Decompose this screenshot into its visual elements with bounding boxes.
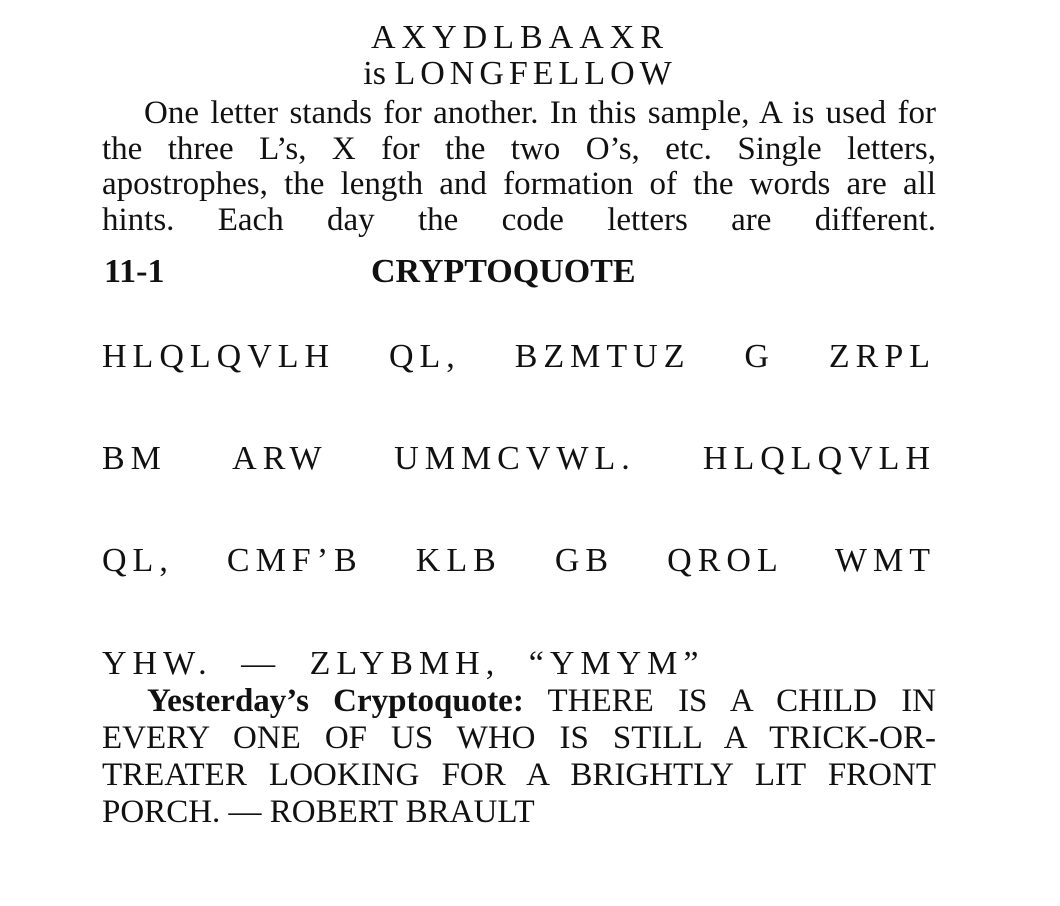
cipher-line-1: HLQLQVLH QL, BZMTUZ G ZRPL [102,338,936,375]
cipher-line-4: YHW. — ZLYBMH, “YMYM” [102,645,705,682]
cipher-line-3: QL, CMF’B KLB GB QROL WMT [102,542,936,579]
puzzle-number: 11-1 [104,253,165,290]
sample-answer-prefix: is [363,55,386,92]
cipher-line-2: BM ARW UMMCVWL. HLQLQVLH [102,440,936,477]
puzzle-title: CRYPTOQUOTE [371,253,636,290]
yesterday-answer [102,683,936,831]
sample-code: AXYDLBAAXR [371,19,669,56]
sample-answer-word: LONGFELLOW [394,55,677,92]
yesterday-text: THERE IS A CHILD IN EVERY ONE OF US WHO IS STILL A TRICK-OR-TREATER LOOKING FOR A BRIGHTLY LIT FRONT PORCH. — ROBERT BRAULT [102,683,937,830]
sample-answer [0,56,1040,92]
yesterday-label: Yesterday’s Cryptoquote: [147,683,524,719]
instructions-paragraph: One letter stands for another. In this sample, A is used for the three L’s, X for the two O’s, etc. Single letters, apostrophes, the length and formation of the words are all hints. Each day the code letters are different. [102,95,936,238]
